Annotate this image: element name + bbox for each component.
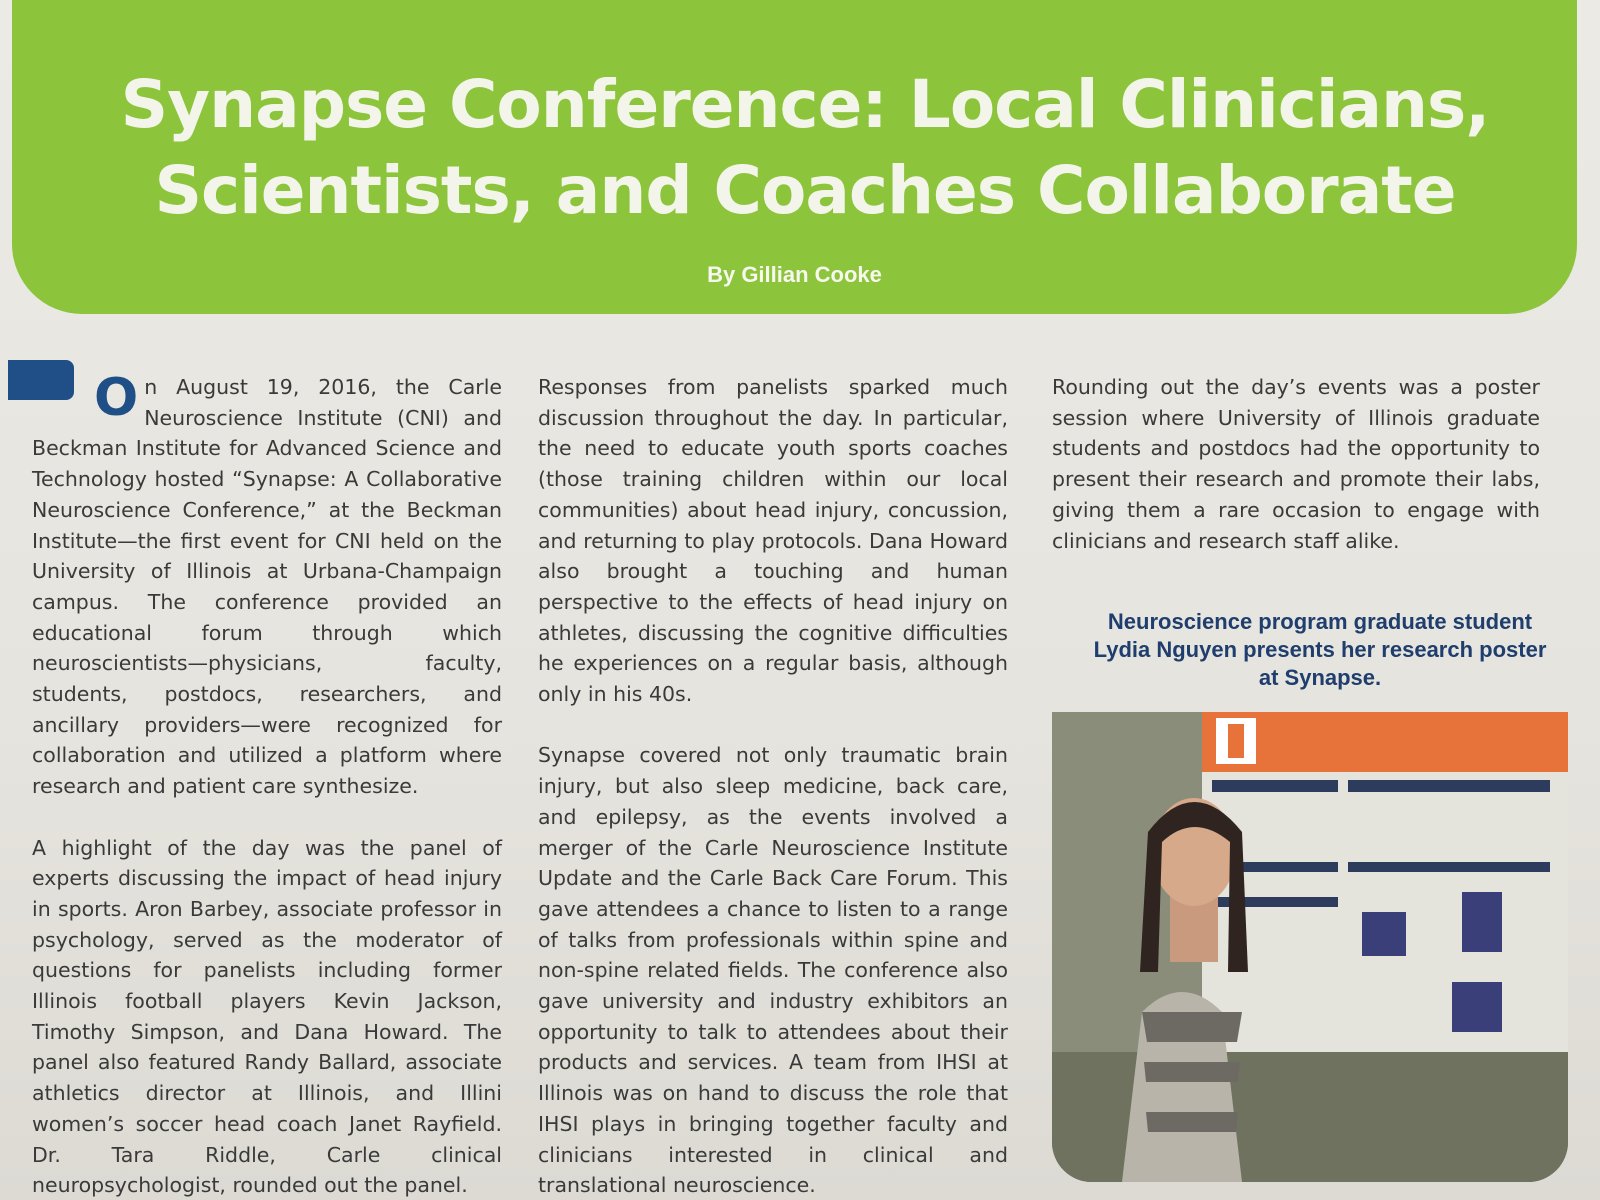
text-column-1 (32, 368, 502, 1200)
photo (1052, 712, 1568, 1182)
photo-caption: Neuroscience program graduate student Lydia Nguyen presents her research poster at Synapse. (1093, 609, 1547, 690)
byline: By Gillian Cooke (707, 262, 882, 287)
paragraph-poster-session: Rounding out the day’s events was a poster session where University of Illinois graduate students and postdocs had the opportunity to present their research and promote their labs, giving them a rare occasion to engage with clinicians and research staff alike. (1052, 375, 1540, 553)
text-column-3 (1052, 372, 1540, 587)
paragraph-panel: A highlight of the day was the panel of experts discussing the impact of head injury in sports. Aron Barbey, associate professor in psychology, served as the moderator of questions for panelists including former Illinois football players Kevin Jackson, Timothy Simpson, and Dana Howard. The panel also featured Randy Ballard, associate athletics director at Illinois, and Illini women’s soccer head coach Janet Rayfield. Dr. Tara Riddle, Carle clinical neuropsychologist, rounded out the panel. (32, 835, 502, 1198)
paragraph-topics: Synapse covered not only traumatic brain injury, but also sleep medicine, back care, and epilepsy, as the events involved a merger of the Carle Neuroscience Institute Update and the Carle Back Care Forum. This gave attendees a chance to listen to a range of talks from professionals within spine and non-spine related fields. The conference also gave university and industry exhibitors an opportunity to talk to attendees about their products and services. A team from IHSI at Illinois was on hand to discuss the role that IHSI plays in bringing together faculty and clinicians interested in clinical and translational neuroscience. (538, 743, 1008, 1198)
paragraph-responses: Responses from panelists sparked much discussion throughout the day. In particular, the need to educate youth sports coaches (those training children within our local communities) about head injury, concussion, and returning to play protocols. Dana Howard also brought a touching and human perspective to the effects of head injury on athletes, discussing the cognitive difficulties he experiences on a regular basis, although only in his 40s. (538, 375, 1008, 707)
text-column-2 (538, 372, 1008, 1200)
paragraph-intro-text: n August 19, 2016, the Carle Neuroscience Institute (CNI) and Beckman Institute for Advanced Science and Technology hosted “Synapse: A Collaborative Neuroscience Conference,” at the Beckman Institute—the first event for CNI held on the University of Illinois at Urbana-Champaign campus. The conference provided an educational forum through which neuroscientists—physicians, faculty, students, postdocs, researchers, and ancillary providers—were recognized for collaboration and utilized a platform where research and patient care synthesize. (32, 375, 502, 799)
dropcap: O (94, 368, 139, 428)
title-line-2: Scientists, and Coaches Collaborate (154, 152, 1456, 229)
paragraph-intro (32, 368, 502, 802)
photo-illustration (1052, 712, 1568, 1182)
title-line-1: Synapse Conference: Local Clinicians, (120, 66, 1490, 143)
article-title (40, 62, 1570, 234)
